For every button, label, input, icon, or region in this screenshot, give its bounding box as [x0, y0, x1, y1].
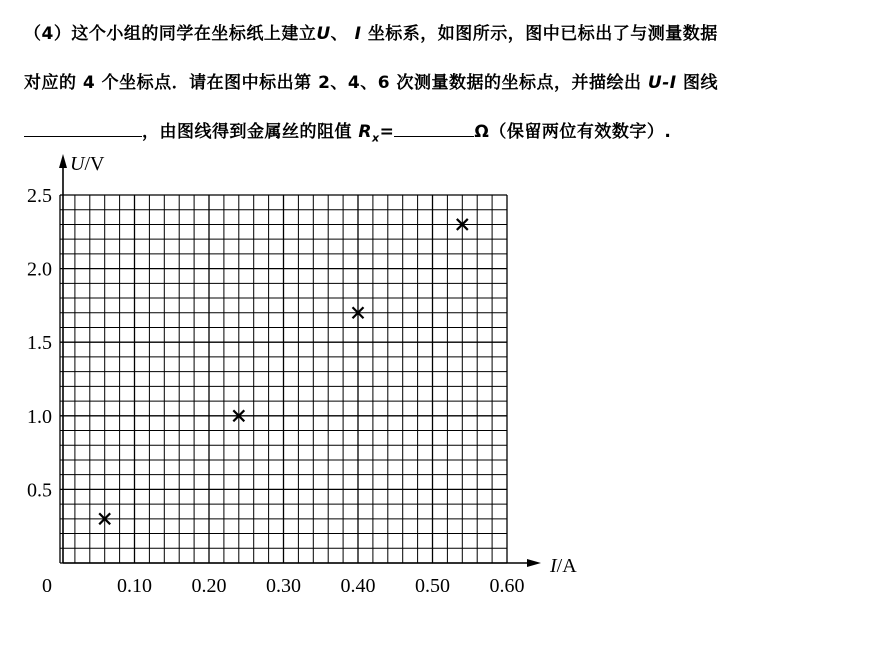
y-tick-label: 1.5	[27, 332, 52, 355]
line2-prefix: 对应的 4 个坐标点．请在图中标出第 2、4、6 次测量数据的坐标点，并描绘出	[24, 73, 642, 93]
y-tick-label: 0.5	[27, 479, 52, 502]
var-ui: U-I	[647, 73, 677, 93]
line3-suffix: Ω（保留两位有效数字）.	[474, 122, 672, 142]
var-i: I	[354, 24, 362, 44]
y-tick-label: 1.0	[27, 405, 52, 428]
x-axis-label: I/A	[550, 555, 577, 577]
x-tick-label: 0.50	[415, 575, 450, 597]
origin-label: 0	[42, 575, 52, 597]
y-tick-label: 2.5	[27, 185, 52, 207]
y-axis-label: U/V	[70, 153, 105, 175]
line3-eq: =	[379, 122, 395, 142]
chart-axes	[59, 154, 541, 567]
x-axis-arrow	[527, 559, 541, 567]
chart-grid	[60, 195, 507, 563]
chart-tick-labels	[27, 185, 525, 597]
var-u: U	[316, 24, 331, 44]
x-tick-label: 0.10	[117, 575, 152, 597]
line2-suffix: 图线	[683, 73, 719, 93]
line3-mid: ，由图线得到金属丝的阻值	[142, 122, 352, 142]
line1-sep: 、	[330, 24, 349, 44]
var-rx: $R_x$	[358, 122, 380, 145]
line1-suffix: 坐标系，如图所示，图中已标出了与测量数据	[367, 24, 718, 44]
x-tick-label: 0.60	[489, 575, 525, 597]
x-tick-label: 0.40	[340, 575, 376, 597]
x-tick-label: 0.20	[191, 575, 227, 597]
y-axis-arrow	[59, 154, 67, 168]
line1-prefix: （4）这个小组的同学在坐标纸上建立	[24, 24, 317, 44]
y-tick-label: 2.0	[27, 258, 52, 281]
x-tick-label: 0.30	[266, 575, 301, 597]
